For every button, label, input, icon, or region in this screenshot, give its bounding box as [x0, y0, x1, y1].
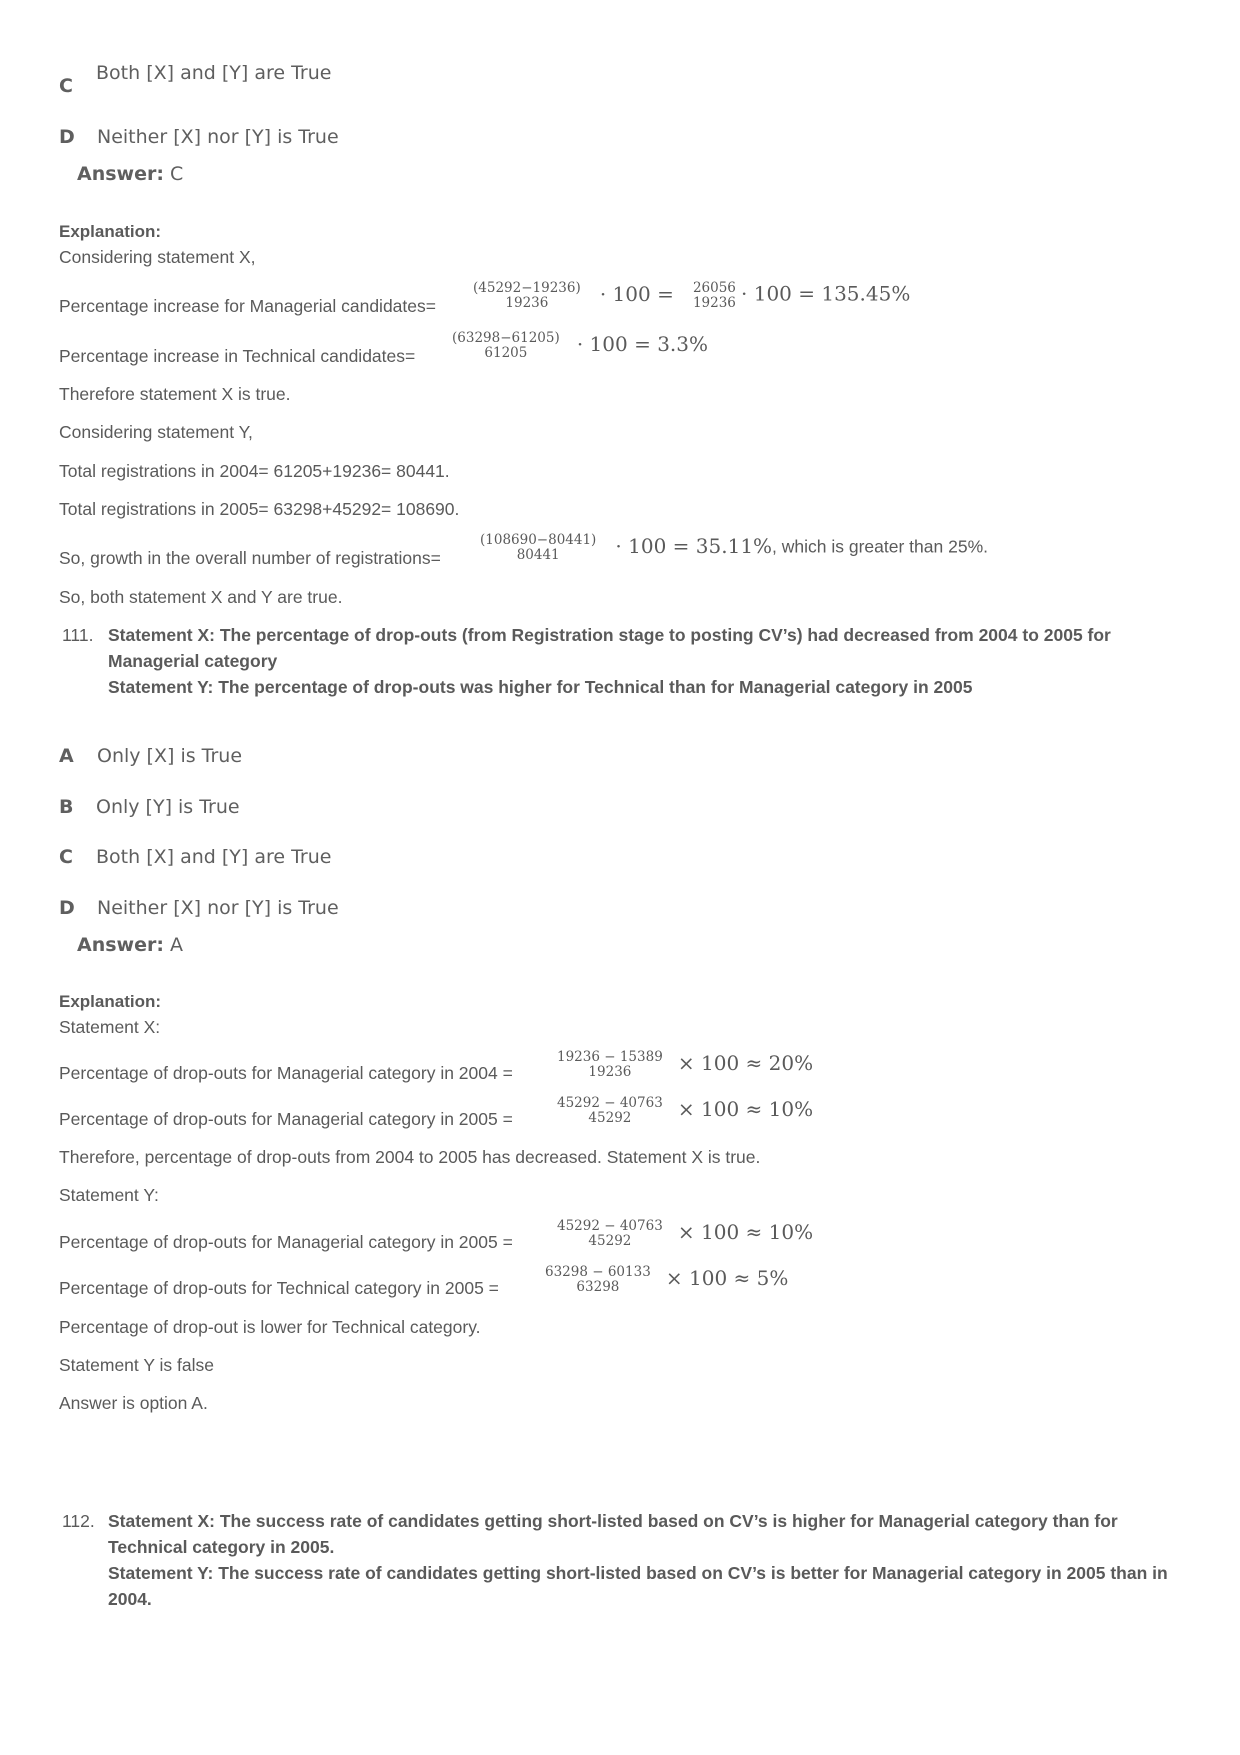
formula-label: Percentage increase in Technical candidates=: [59, 346, 416, 366]
explanation-line: Total registrations in 2005= 63298+45292= 108690.: [59, 499, 460, 519]
formula-label: So, growth in the overall number of registrations=: [59, 548, 441, 568]
fraction-denominator: 19236: [692, 295, 736, 311]
option-letter-c: C: [59, 846, 73, 868]
explanation-line: Considering statement Y,: [59, 422, 253, 442]
explanation-line: Total registrations in 2004= 61205+19236= 80441.: [59, 461, 450, 481]
statement-y: Statement Y: The success rate of candidates getting short-listed based on CV’s is better for Managerial category in 2005 than in 2004.: [108, 1563, 1168, 1609]
formula-result: × 100 ≈ 10%: [677, 1219, 814, 1244]
explanation-line: Therefore statement X is true.: [59, 384, 291, 404]
formula-result: · 100 = 35.11%: [615, 533, 773, 558]
formula-growth: [480, 533, 988, 563]
option-letter-c: C: [59, 75, 73, 97]
question-number: 112.: [62, 1511, 95, 1531]
explanation-line: Therefore, percentage of drop-outs from 2004 to 2005 has decreased. Statement X is true.: [59, 1147, 761, 1167]
question-statements: [108, 1508, 1188, 1612]
formula-label: Percentage increase for Managerial candidates=: [59, 296, 436, 316]
formula-result: × 100 ≈ 5%: [665, 1265, 789, 1290]
answer-line: [77, 163, 183, 185]
option-text-b: Only [Y] is True: [96, 796, 240, 818]
explanation-heading: Explanation:: [59, 222, 162, 241]
option-text-d: Neither [X] nor [Y] is True: [97, 897, 339, 919]
answer-line: [77, 934, 183, 956]
answer-label: Answer:: [77, 163, 164, 185]
fraction: [557, 1050, 663, 1080]
fraction-denominator: 61205: [484, 345, 528, 361]
question-number: 111.: [62, 625, 94, 645]
answer-value: A: [170, 934, 183, 956]
fraction-denominator: 80441: [516, 547, 560, 563]
statement-x: Statement X: The success rate of candidates getting short-listed based on CV’s is higher for Managerial category than for Technical category in 2005.: [108, 1511, 1118, 1557]
fraction: [473, 281, 581, 311]
fraction-denominator: 19236: [588, 1064, 632, 1080]
formula-operator: · 100 =: [599, 281, 674, 306]
fraction-numerator: (63298−61205): [452, 330, 560, 346]
fraction: [452, 331, 560, 361]
fraction-numerator: 26056: [692, 280, 736, 296]
formula-label: Percentage of drop-outs for Technical category in 2005 =: [59, 1278, 499, 1298]
fraction: [557, 1219, 663, 1249]
fraction-numerator: 63298 − 60133: [545, 1264, 651, 1280]
formula-label: Percentage of drop-outs for Managerial category in 2004 =: [59, 1063, 513, 1083]
option-text-c: Both [X] and [Y] are True: [96, 846, 332, 868]
formula-m2005: [557, 1096, 813, 1126]
formula-m2005b: [557, 1219, 813, 1249]
fraction-numerator: 19236 − 15389: [557, 1049, 663, 1065]
formula-tail: , which is greater than 25%.: [772, 536, 988, 557]
option-text-c: Both [X] and [Y] are True: [96, 62, 332, 84]
fraction: [557, 1096, 663, 1126]
formula-label: Percentage of drop-outs for Managerial category in 2005 =: [59, 1109, 513, 1129]
formula-label: Percentage of drop-outs for Managerial category in 2005 =: [59, 1232, 513, 1252]
formula-result: · 100 = 135.45%: [741, 281, 911, 306]
option-letter-a: A: [59, 745, 74, 767]
statement-y: Statement Y: The percentage of drop-outs was higher for Technical than for Managerial category in 2005: [108, 677, 973, 697]
formula-m2004: [557, 1050, 813, 1080]
option-letter-d: D: [59, 126, 75, 148]
explanation-heading: Explanation:: [59, 992, 162, 1011]
explanation-line: So, both statement X and Y are true.: [59, 587, 343, 607]
fraction: [545, 1265, 651, 1295]
statement-x: Statement X: The percentage of drop-outs (from Registration stage to posting CV’s) had decreased from 2004 to 2005 for Managerial category: [108, 625, 1111, 671]
formula-managerial: [473, 281, 910, 311]
formula-t2005: [545, 1265, 788, 1295]
explanation-line: Statement Y is false: [59, 1355, 214, 1375]
fraction-numerator: (108690−80441): [480, 532, 597, 548]
fraction-denominator: 45292: [588, 1110, 632, 1126]
option-text-a: Only [X] is True: [97, 745, 243, 767]
explanation-line: Answer is option A.: [59, 1393, 208, 1413]
formula-result: × 100 ≈ 20%: [677, 1050, 814, 1075]
explanation-line: Statement X:: [59, 1017, 161, 1037]
fraction: [693, 281, 736, 311]
option-text-d: Neither [X] nor [Y] is True: [97, 126, 339, 148]
fraction: [480, 533, 596, 563]
fraction-denominator: 63298: [576, 1279, 620, 1295]
explanation-line: Considering statement X,: [59, 247, 256, 267]
answer-label: Answer:: [77, 934, 164, 956]
explanation-line: Percentage of drop-out is lower for Technical category.: [59, 1317, 481, 1337]
explanation-line: Statement Y:: [59, 1185, 159, 1205]
fraction-numerator: (45292−19236): [473, 280, 581, 296]
fraction-denominator: 19236: [505, 295, 549, 311]
option-letter-b: B: [59, 796, 74, 818]
question-statements: [108, 622, 1188, 700]
fraction-numerator: 45292 − 40763: [557, 1095, 663, 1111]
option-letter-d: D: [59, 897, 75, 919]
formula-technical: [452, 331, 708, 361]
fraction-denominator: 45292: [588, 1233, 632, 1249]
answer-value: C: [170, 163, 184, 185]
fraction-numerator: 45292 − 40763: [557, 1218, 663, 1234]
formula-result: × 100 ≈ 10%: [677, 1096, 814, 1121]
formula-result: · 100 = 3.3%: [576, 331, 709, 356]
